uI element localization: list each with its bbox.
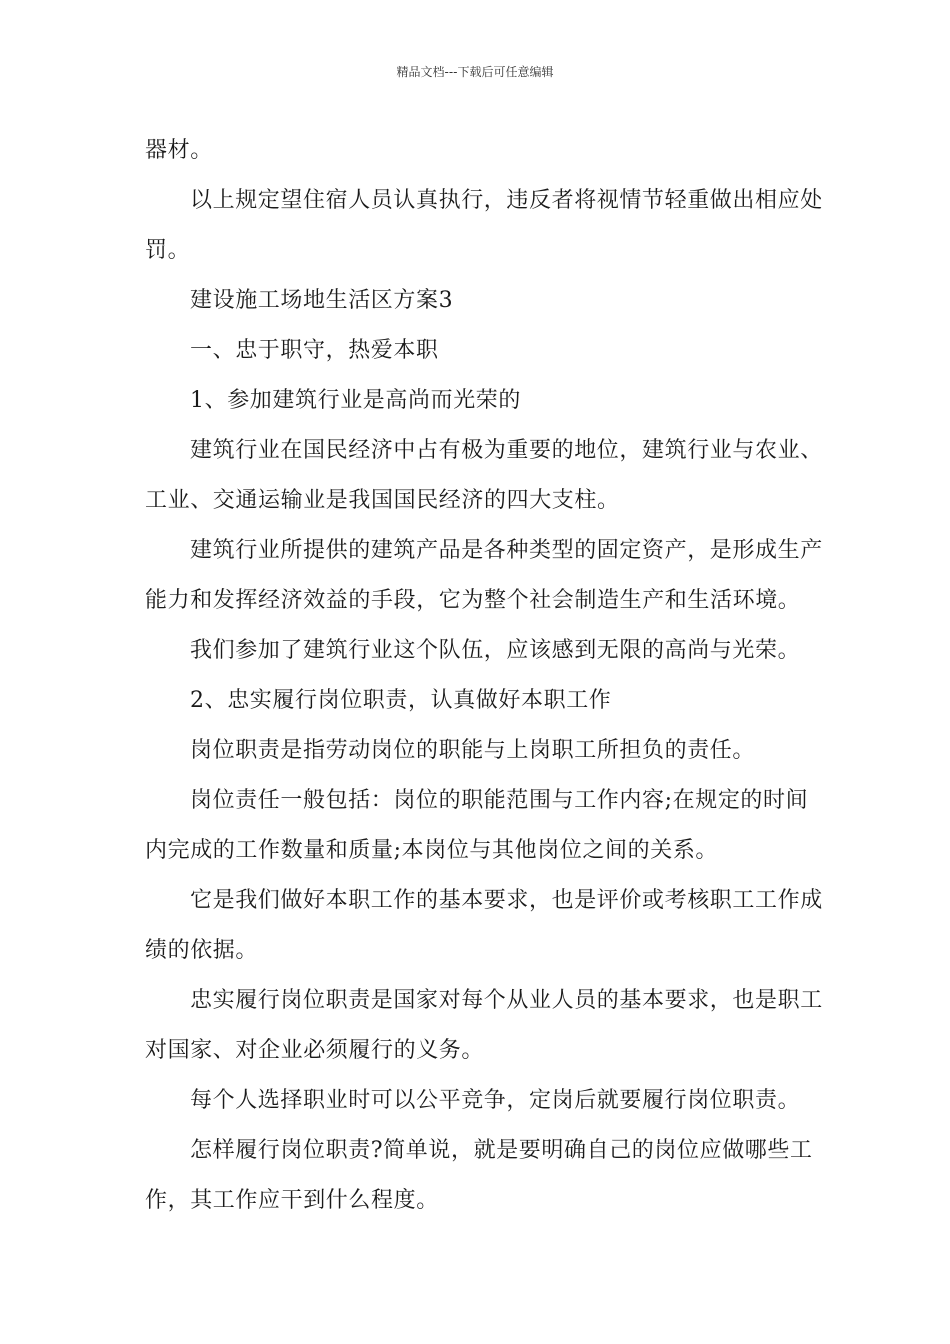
paragraph-11: 岗位责任一般包括：岗位的职能范围与工作内容;在规定的时间内完成的工作数量和质量;本岗位与其他岗位之间的关系。: [145, 788, 809, 863]
subheading-1: 1、参加建筑行业是高尚而光荣的: [190, 388, 521, 413]
paragraph-14: 每个人选择职业时可以公平竞争，定岗后就要履行岗位职责。: [190, 1088, 801, 1113]
paragraph-6: 建筑行业在国民经济中占有极为重要的地位，建筑行业与农业、工业、交通运输业是我国国民经济的四大支柱。: [145, 438, 823, 513]
paragraph-12: 它是我们做好本职工作的基本要求，也是评价或考核职工工作成绩的依据。: [145, 888, 823, 963]
paragraph-15: 怎样履行岗位职责?简单说，就是要明确自己的岗位应做哪些工作，其工作应干到什么程度。: [145, 1138, 813, 1213]
page-header: 精品文档---下载后可任意编辑: [396, 65, 554, 79]
paragraph-8: 我们参加了建筑行业这个队伍，应该感到无限的高尚与光荣。: [190, 638, 801, 663]
paragraph-7: 建筑行业所提供的建筑产品是各种类型的固定资产，是形成生产能力和发挥经济效益的手段，它为整个社会制造生产和生活环境。: [145, 538, 823, 613]
paragraph-13: 忠实履行岗位职责是国家对每个从业人员的基本要求，也是职工对国家、对企业必须履行的义务。: [145, 988, 823, 1063]
paragraph-2: 以上规定望住宿人员认真执行，违反者将视情节轻重做出相应处罚。: [145, 188, 823, 263]
section-title: 建设施工场地生活区方案3: [190, 288, 454, 313]
paragraph-1: 器材。: [145, 138, 213, 163]
paragraph-10: 岗位职责是指劳动岗位的职能与上岗职工所担负的责任。: [190, 738, 756, 763]
subheading-2: 2、忠实履行岗位职责，认真做好本职工作: [190, 688, 612, 713]
heading-1: 一、忠于职守，热爱本职: [190, 338, 439, 363]
document-body: [145, 126, 830, 1226]
